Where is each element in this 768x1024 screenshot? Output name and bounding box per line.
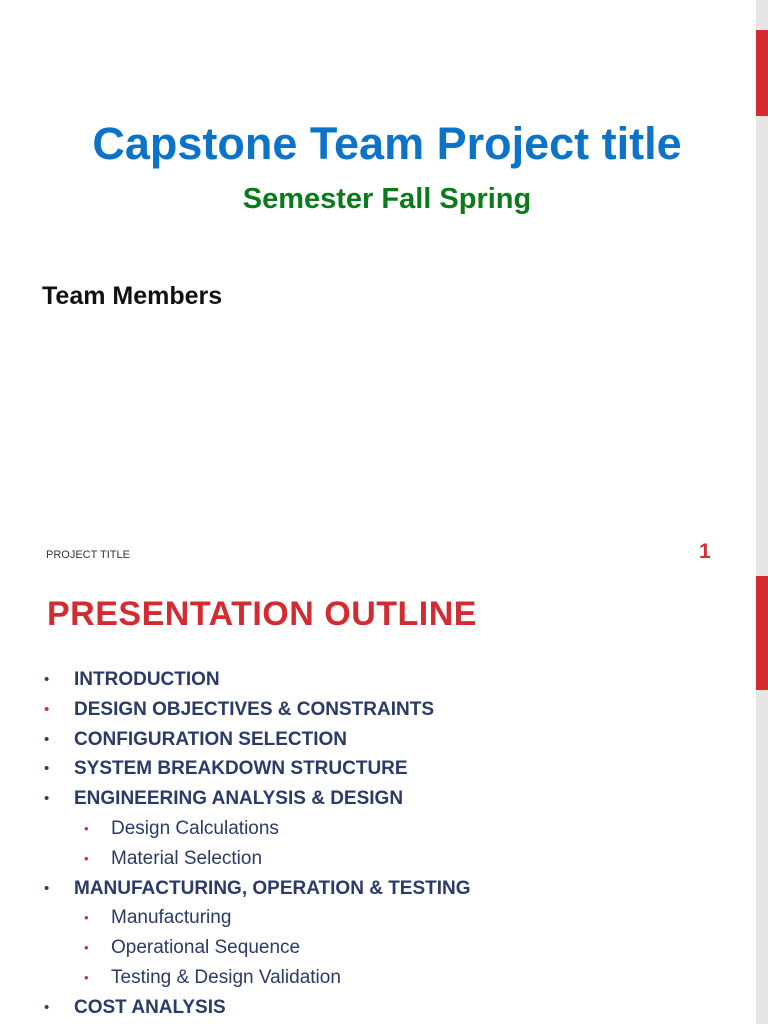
slide-edge-bar — [756, 0, 768, 30]
list-item-text: DESIGN OBJECTIVES & CONSTRAINTS — [74, 698, 434, 720]
bullet-icon: • — [84, 940, 89, 956]
slide-accent-bar — [756, 576, 768, 690]
list-item-text: COST ANALYSIS — [74, 996, 226, 1018]
list-subitem — [0, 844, 740, 874]
list-item-text: CONFIGURATION SELECTION — [74, 728, 348, 750]
bullet-icon: • — [44, 760, 50, 778]
slide-2 — [0, 576, 768, 1024]
slide-edge-bar — [756, 690, 768, 1024]
outline-title: PRESENTATION OUTLINE — [47, 595, 477, 633]
bullet-icon: • — [44, 671, 50, 688]
list-item-text: MANUFACTURING, OPERATION & TESTING — [74, 877, 471, 899]
list-item — [0, 665, 740, 695]
list-item-text: Testing & Design Validation — [111, 966, 341, 988]
list-item — [0, 874, 740, 904]
semester-subtitle: Semester Fall Spring — [242, 183, 532, 215]
outline-list — [0, 665, 740, 1023]
bullet-icon: • — [44, 879, 50, 897]
list-item-text: INTRODUCTION — [74, 669, 220, 690]
list-item — [0, 754, 740, 784]
list-item-text: Operational Sequence — [111, 937, 301, 959]
bullet-icon: • — [84, 820, 89, 836]
bullet-icon: • — [44, 790, 50, 808]
project-title: Capstone Team Project title — [92, 118, 682, 169]
team-members-label: Team Members — [42, 282, 223, 310]
list-subitem — [0, 933, 740, 963]
list-item — [0, 993, 740, 1023]
list-subitem — [0, 903, 740, 933]
bullet-icon: • — [44, 700, 50, 718]
slide-footer: PROJECT TITLE — [46, 549, 130, 561]
list-item-text: SYSTEM BREAKDOWN STRUCTURE — [74, 758, 408, 780]
slide-accent-bar — [756, 30, 768, 116]
list-item-text: Design Calculations — [111, 817, 279, 839]
bullet-icon: • — [84, 969, 89, 985]
list-item — [0, 784, 740, 814]
list-item — [0, 695, 740, 725]
page-number: 1 — [699, 540, 711, 563]
list-item — [0, 725, 740, 755]
list-item-text: Manufacturing — [111, 907, 232, 929]
bullet-icon: • — [44, 998, 50, 1016]
bullet-icon: • — [84, 850, 89, 866]
list-subitem — [0, 963, 740, 993]
bullet-icon: • — [44, 730, 50, 748]
list-item-text: Material Selection — [111, 847, 263, 869]
bullet-icon: • — [84, 910, 89, 926]
list-item-text: ENGINEERING ANALYSIS & DESIGN — [74, 788, 404, 810]
list-subitem — [0, 814, 740, 844]
